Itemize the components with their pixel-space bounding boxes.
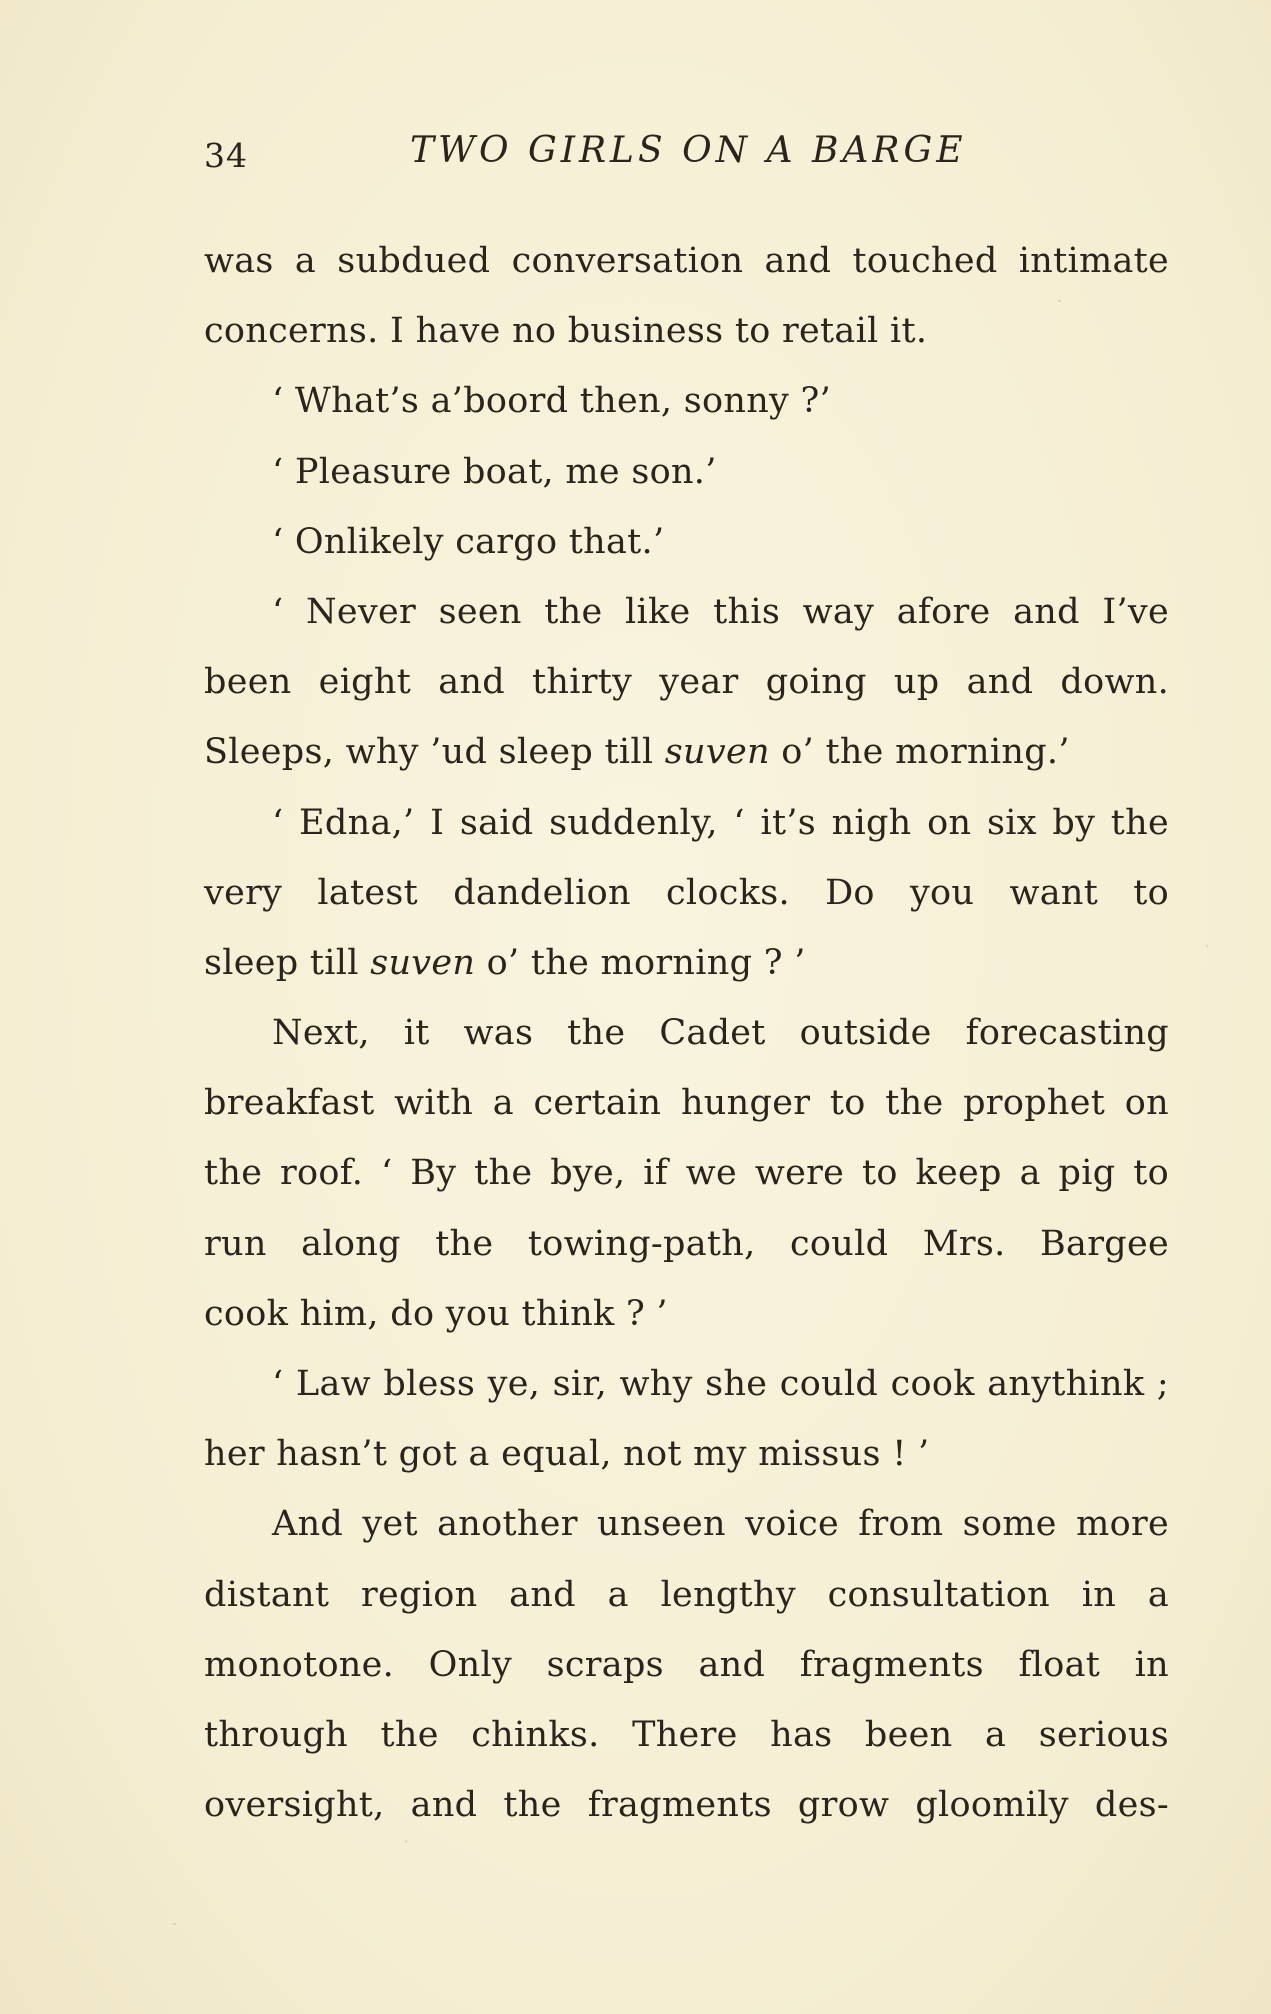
- text-line: [204, 437, 1169, 507]
- text-segment: And yet another unseen voice from some more: [272, 1504, 1169, 1545]
- text-segment: ‘ Edna,’ I said suddenly, ‘ it’s nigh on six by the: [272, 802, 1169, 843]
- text-segment: ‘ Pleasure boat, me son.’: [272, 451, 717, 492]
- text-line: [204, 1560, 1169, 1630]
- text-segment: been eight and thirty year going up and down.: [204, 662, 1169, 703]
- text-segment: sleep till: [204, 942, 371, 983]
- text-segment: ‘ What’s a’boord then, sonny ?’: [272, 381, 832, 422]
- text-segment: her hasn’t got a equal, not my missus ! ’: [204, 1434, 930, 1475]
- text-line: [204, 998, 1169, 1068]
- text-line: [204, 296, 1169, 366]
- text-line: [204, 928, 1169, 998]
- text-segment: breakfast with a certain hunger to the prophet on: [204, 1083, 1169, 1124]
- text-segment: o’ the morning ? ’: [475, 942, 806, 983]
- paper-speck: [173, 1923, 176, 1925]
- text-line: [204, 226, 1169, 296]
- text-line: [204, 788, 1169, 858]
- text-segment: through the chinks. There has been a serious: [204, 1714, 1169, 1755]
- page-header: [204, 130, 1204, 180]
- text-segment: concerns. I have no business to retail it.: [204, 311, 928, 352]
- text-line: [204, 1630, 1169, 1700]
- text-line: [204, 1279, 1169, 1349]
- text-line: [204, 717, 1169, 787]
- paper-speck: [405, 1840, 407, 1843]
- text-segment: the roof. ‘ By the bye, if we were to keep a pig to: [204, 1153, 1169, 1194]
- italic-word: suven: [664, 732, 770, 773]
- text-line: [204, 1700, 1169, 1770]
- text-segment: Sleeps, why ’ud sleep till: [204, 732, 665, 773]
- paper-speck: [1206, 945, 1208, 947]
- text-segment: o’ the morning.’: [769, 732, 1070, 773]
- body-text: [204, 226, 1169, 1840]
- text-line: [204, 1349, 1169, 1419]
- text-segment: very latest dandelion clocks. Do you want to: [204, 872, 1169, 913]
- text-line: [204, 1068, 1169, 1138]
- text-line: [204, 1209, 1169, 1279]
- text-line: [204, 1770, 1169, 1840]
- text-segment: ‘ Law bless ye, sir, why she could cook anythink ;: [272, 1364, 1169, 1404]
- italic-word: suven: [370, 942, 476, 983]
- text-line: [204, 507, 1169, 577]
- text-segment: run along the towing-path, could Mrs. Bargee: [204, 1223, 1169, 1264]
- paper-speck: [1058, 300, 1061, 302]
- text-line: [204, 1489, 1169, 1559]
- page-number: 34: [204, 136, 248, 175]
- text-segment: ‘ Never seen the like this way afore and I’ve: [272, 591, 1169, 632]
- text-segment: Next, it was the Cadet outside forecasting: [272, 1013, 1169, 1054]
- text-line: [204, 1419, 1169, 1489]
- text-line: [204, 1138, 1169, 1208]
- text-segment: oversight, and the fragments grow gloomily des-: [204, 1785, 1169, 1826]
- text-segment: cook him, do you think ? ’: [204, 1293, 668, 1334]
- text-line: [204, 577, 1169, 647]
- text-segment: monotone. Only scraps and fragments float in: [204, 1644, 1169, 1685]
- text-line: [204, 647, 1169, 717]
- text-segment: distant region and a lengthy consultation in a: [204, 1574, 1169, 1615]
- text-line: [204, 366, 1169, 436]
- text-line: [204, 858, 1169, 928]
- text-segment: was a subdued conversation and touched intimate: [204, 241, 1169, 281]
- text-segment: ‘ Onlikely cargo that.’: [272, 521, 665, 562]
- running-head: TWO GIRLS ON A BARGE: [410, 130, 967, 171]
